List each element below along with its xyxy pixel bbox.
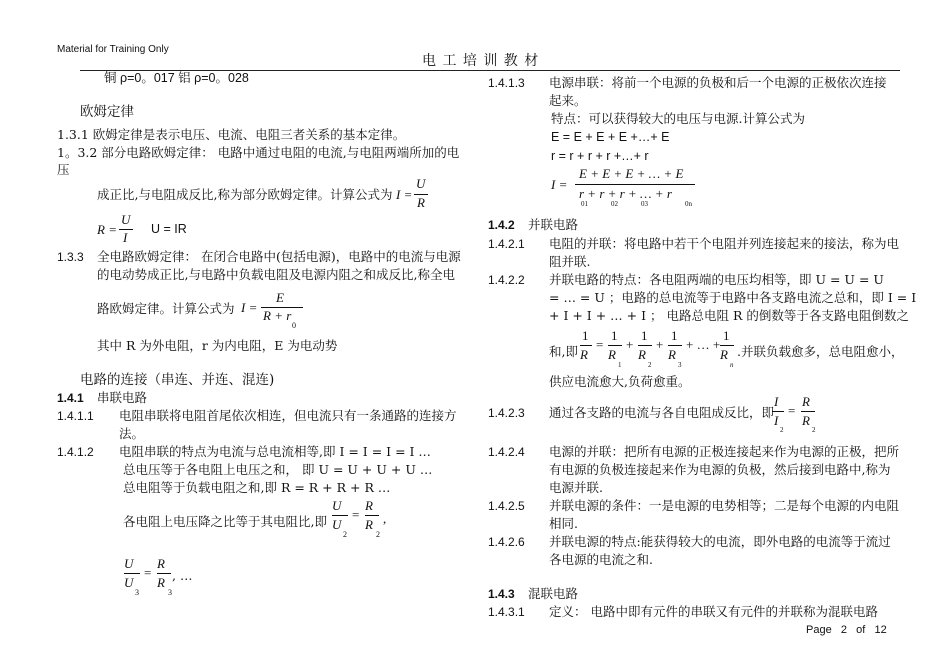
para-1-4-2-4-b: 有电源的负极连接起来作为电源的负极，然后接到电路中,称为 [549,462,891,477]
num-1-4-2-1: 1.4.2.1 [488,237,525,251]
para-1-4-2-2-b: = … = U ；电路的总电流等于电路中各支路电流之总和，即 I = I [549,290,917,305]
para-1-4-2-5-a: 并联电源的条件：一是电源的电势相等；二是每个电源的内电阻 [549,498,900,513]
para-1-4-2-4-c: 电源并联. [549,480,603,495]
para-1-4-2-6-a: 并联电源的特点:能获得较大的电流，即外电路的电流等于流过 [549,534,891,549]
para-1-4-1-2-a: 电阻串联的特点为电流与总电流相等,即 I = I = I = I … [119,444,431,459]
para-1-3-2-b: 压 [57,162,70,177]
para-1-4-1-2-e: , … [172,568,193,583]
formula-voltage-ratio-2: U U 3 = R R 3 [124,556,172,597]
para-1-4-2-2-a: 并联电路的特点：各电阻两端的电压均相等，即 U = U = U [549,272,884,287]
resistivity-line: 铜 ρ=0。017 铝 ρ=0。028 [104,71,249,85]
para-1-4-1-3-c: 特点：可以获得较大的电压与电源.计算公式为 [551,111,805,126]
para-1-4-2-1-a: 电阻的并联：将电路中若干个电阻并列连接起来的接法，称为电 [549,236,900,251]
para-1-4-2-1-b: 阻并联. [549,254,591,269]
formula-series-r0: r = r + r + r +…+ r [551,149,649,163]
para-1-3-3-c: 路欧姆定律。计算公式为 [97,301,235,316]
para-1-3-2-a: 1。3.2 部分电路欧姆定律： 电路中通过电阻的电流,与电阻两端所加的电 [57,145,460,160]
para-1-4-2-2-d: 和,即 [549,344,578,359]
para-1-4-2-6-b: 各电源的电流之和. [549,552,653,567]
header-left-label: Material for Training Only [57,44,169,55]
para-1-4-2-2-e: .并联负载愈多，总电阻愈小， [737,344,904,359]
para-1-4-1-1-b: 法。 [119,426,145,441]
formula-r-u-over-i: R = U I [97,212,137,248]
para-1-3-3-d: 其中 R 为外电阻，r 为内电阻，E 为电动势 [97,338,338,353]
formula-series-emf: E = E + E + E +…+ E [551,130,670,144]
num-1-4-2-6: 1.4.2.6 [488,535,525,549]
formula-i-u-over-r: I = U R [396,178,436,214]
para-1-4-1-2-c: 总电阻等于负载电阻之和,即 R = R + R + R … [123,480,391,495]
num-1-4-3-1: 1.4.3.1 [488,605,525,619]
para-1-4-1-1-a: 电阻串联将电阻首尾依次相连，但电流只有一条通路的连接方 [119,408,457,423]
para-1-3-1: 1.3.1 欧姆定律是表示电压、电流、电阻三者关系的基本定律。 [57,127,406,142]
num-1-4-2-4: 1.4.2.4 [488,445,525,459]
para-1-4-2-2-f: 供应电流愈大,负荷愈重。 [549,374,691,389]
page-number: Page 2 of 12 [806,624,887,636]
circuit-connection-heading: 电路的连接（串连、并连、混连) [80,372,275,388]
para-1-3-3-b: 的电动势成正比,与电路中负载电阻及电源内阻之和成反比,称全电 [97,267,455,282]
formula-parallel-resistance: 1 R = 1 R 1 + 1 R 2 + 1 R 3 + … + 1 R n [580,328,734,369]
parallel-circuit-heading: 并联电路 [528,217,579,232]
para-1-4-2-3: 通过各支路的电流与各自电阻成反比，即 [549,405,775,420]
para-1-4-1-2-b: 总电压等于各电阻上电压之和， 即 U = U + U + U … [123,462,433,477]
para-1-4-1-3-b: 起来。 [549,93,587,108]
para-1-4-2-4-a: 电源的并联：把所有电源的正极连接起来作为电源的正极，把所 [549,444,900,459]
formula-series-current: I = E + E + E + … + E r + r + r + … + r 01 02 03 0n [551,166,711,210]
mixed-circuit-heading: 混联电路 [528,586,579,601]
num-1-4-1-3: 1.4.1.3 [488,76,525,90]
num-1-4-2-5: 1.4.2.5 [488,499,525,513]
page-title: 电 工 培 训 教 材 [422,53,540,69]
num-1-4-2-2: 1.4.2.2 [488,273,525,287]
num-1-4-2: 1.4.2 [488,218,515,232]
para-1-3-3-a: 全电路欧姆定律： 在闭合电路中(包括电源)，电路中的电流与电源 [97,249,461,264]
para-1-4-2-5-b: 相同. [549,516,578,531]
para-1-4-3-1: 定义： 电路中即有元件的串联又有元件的并联称为混联电路 [549,604,878,619]
para-1-4-1-2-d: 各电阻上电压降之比等于其电阻比,即 [123,514,327,529]
series-circuit-heading: 串联电路 [97,390,148,405]
num-1-3-3: 1.3.3 [57,250,84,264]
num-1-4-2-3: 1.4.2.3 [488,406,525,420]
para-1-4-1-3-a: 电源串联：将前一个电源的负极和后一个电源的正极依次连接 [549,75,887,90]
num-1-4-1-2: 1.4.1.2 [57,445,94,459]
ohm-law-heading: 欧姆定律 [80,104,134,120]
num-1-4-1: 1.4.1 [57,391,84,405]
formula-u-ir: U = IR [151,222,187,236]
formula-full-ohm: I = E R + r 0 [241,290,311,330]
num-1-4-1-1: 1.4.1.1 [57,409,94,423]
para-1-4-2-2-c: + I + I + … + I ； 电路总电阻 R 的倒数等于各支路电阻倒数之 [549,308,909,323]
formula-current-ratio: I I 2 = R R 2 [774,394,816,434]
formula-voltage-ratio-1: U U 2 = R R 2 , [332,498,387,539]
para-1-3-2-c: 成正比,与电阻成反比,称为部分欧姆定律。计算公式为 [97,187,393,202]
num-1-4-3: 1.4.3 [488,587,515,601]
